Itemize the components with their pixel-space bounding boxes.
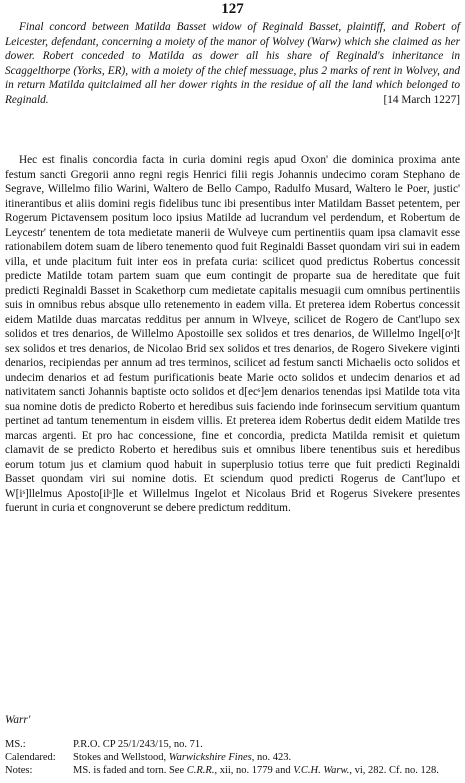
note-label-notes: Notes: bbox=[5, 765, 33, 776]
note-row-notes bbox=[5, 764, 460, 777]
county-label: Warr' bbox=[5, 714, 31, 726]
notes-section bbox=[5, 738, 460, 777]
page-number: 127 bbox=[221, 1, 244, 17]
calendared-number: , no. 423. bbox=[251, 752, 292, 763]
calendared-title: Warwickshire Fines bbox=[168, 752, 252, 763]
notes-text-start: MS. is faded and torn. See bbox=[73, 765, 187, 776]
note-value-notes bbox=[73, 764, 460, 777]
note-label-calendared: Calendared: bbox=[5, 752, 56, 763]
note-row-ms bbox=[5, 738, 460, 751]
notes-vch-ref: V.C.H. Warw. bbox=[293, 765, 350, 776]
note-label-ms: MS.: bbox=[5, 739, 26, 750]
calendared-authors: Stokes and Wellstood, bbox=[73, 752, 169, 763]
note-value-ms: P.R.O. CP 25/1/243/15, no. 71. bbox=[73, 739, 203, 750]
note-value-calendared bbox=[73, 751, 460, 764]
notes-text-end: , vi, 282. Cf. no. 128. bbox=[349, 765, 439, 776]
notes-crr-ref: C.R.R. bbox=[186, 765, 215, 776]
summary-paragraph bbox=[5, 20, 460, 107]
note-row-calendared bbox=[5, 751, 460, 764]
latin-text-paragraph: Hec est finalis concordia facta in curia domini regis apud Oxon' die dominica proxima ante festum sancti Gregorii anno regni regis Henrici filii regis Johannis undecimo coram Stephano de Segrave, Willelmo filio Warini, Waltero de Bello Campo, Radulfo Musard, Waltero le Poer, justic' itinerantibus et aliis domini regis fidelibus tunc ibi presentibus inter Matildam Basset petentem, per Rogerum Pictavensem positum loco ipsius Matilde ad lucrandum vel perdendum, et Robertum de Leycestr' tenentem de tota medietate manerii de Wulveye cum pertinentiis quam ipsa clamavit esse rationabilem dotem suam de libero tenemento quod fuit Reginaldi Basset quondam viri sui in eadem villa, et unde placitum fuit inter eos in prefata curia: scilicet quod predictus Robertus concessit predicte Matilde totam partem suam que eum contingit de proparte sua de hereditate que fuit predicti Reginaldi Basset in Scakethorp cum medietate capitalis mesuagii cum omnibus pertinentiis suis in omnibus rebus absque ullo retenemento in eadem villa. Et preterea idem Robertus concessit eidem Matilde duas marcatas redditus per annum in Wlveye, scilicet de Rogero de Cant'lupo sex solidos et tres denarios, de Willelmo Apostoille sex solidos et tres denarios, de Willelmo Ingel[oˢ]t sex solidos et tres denarios, de Nicolao Brid sex solidos et tres denarios, de Rogero Sivekere viginti denarios, recipiendas per annum ad tres terminos, scilicet ad festum sancti Michaelis octo solidos et undecim denarios et ad festum purificationis beate Marie octo solidos et undecim denarios et ad nativitatem sancti Johannis baptiste octo solidos et d[ecˢ]em denarios tenendas ipsi Matilde tota vita sua nomine dotis de predicto Roberto et heredibus suis faciendo inde forinsecum servitium quantum pertinet ad tantum tenementum in eisdem villis. Et preterea idem Robertus dedit eidem Matilde tres marcas argenti. Et pro hac concessione, fine et concordia, predicta Matilda remisit et quietum clamavit de se predicto Roberto et heredibus suis et omnibus libere tenentibus suis et heredibus eorum totum jus et clamium quod habuit in superplusio totius terre que fuit predicti Reginaldi Basset quondam viri sui nomine dotis. Et sciendum quod predicti Rogerus de Cant'lupo et W[iˢ]llelmus Aposto[ilˢ]le et Willelmus Ingelot et Nicolaus Brid et Rogerus Sivekere presentes fuerunt in curia et congnoverunt se debere predictum redditum. bbox=[5, 154, 460, 514]
summary-text: Final concord between Matilda Basset widow of Reginald Basset, plaintiff, and Robert of Leicester, defendant, concerning a moiety of the manor of Wolvey (Warw) which she claimed as her dower. Robert conceded to Matilda as dower all his share of Reginald's inheritance in Scaggelthorpe (Yorks, ER), with a moiety of the chief messuage, plus 2 marks of rent in Wolvey, and in return Matilda quitclaimed all her dower rights in the residue of all the land which belonged to Reginald. bbox=[5, 21, 460, 106]
summary-date: [14 March 1227] bbox=[383, 93, 460, 106]
notes-text-mid: , xii, no. 1779 and bbox=[214, 765, 294, 776]
